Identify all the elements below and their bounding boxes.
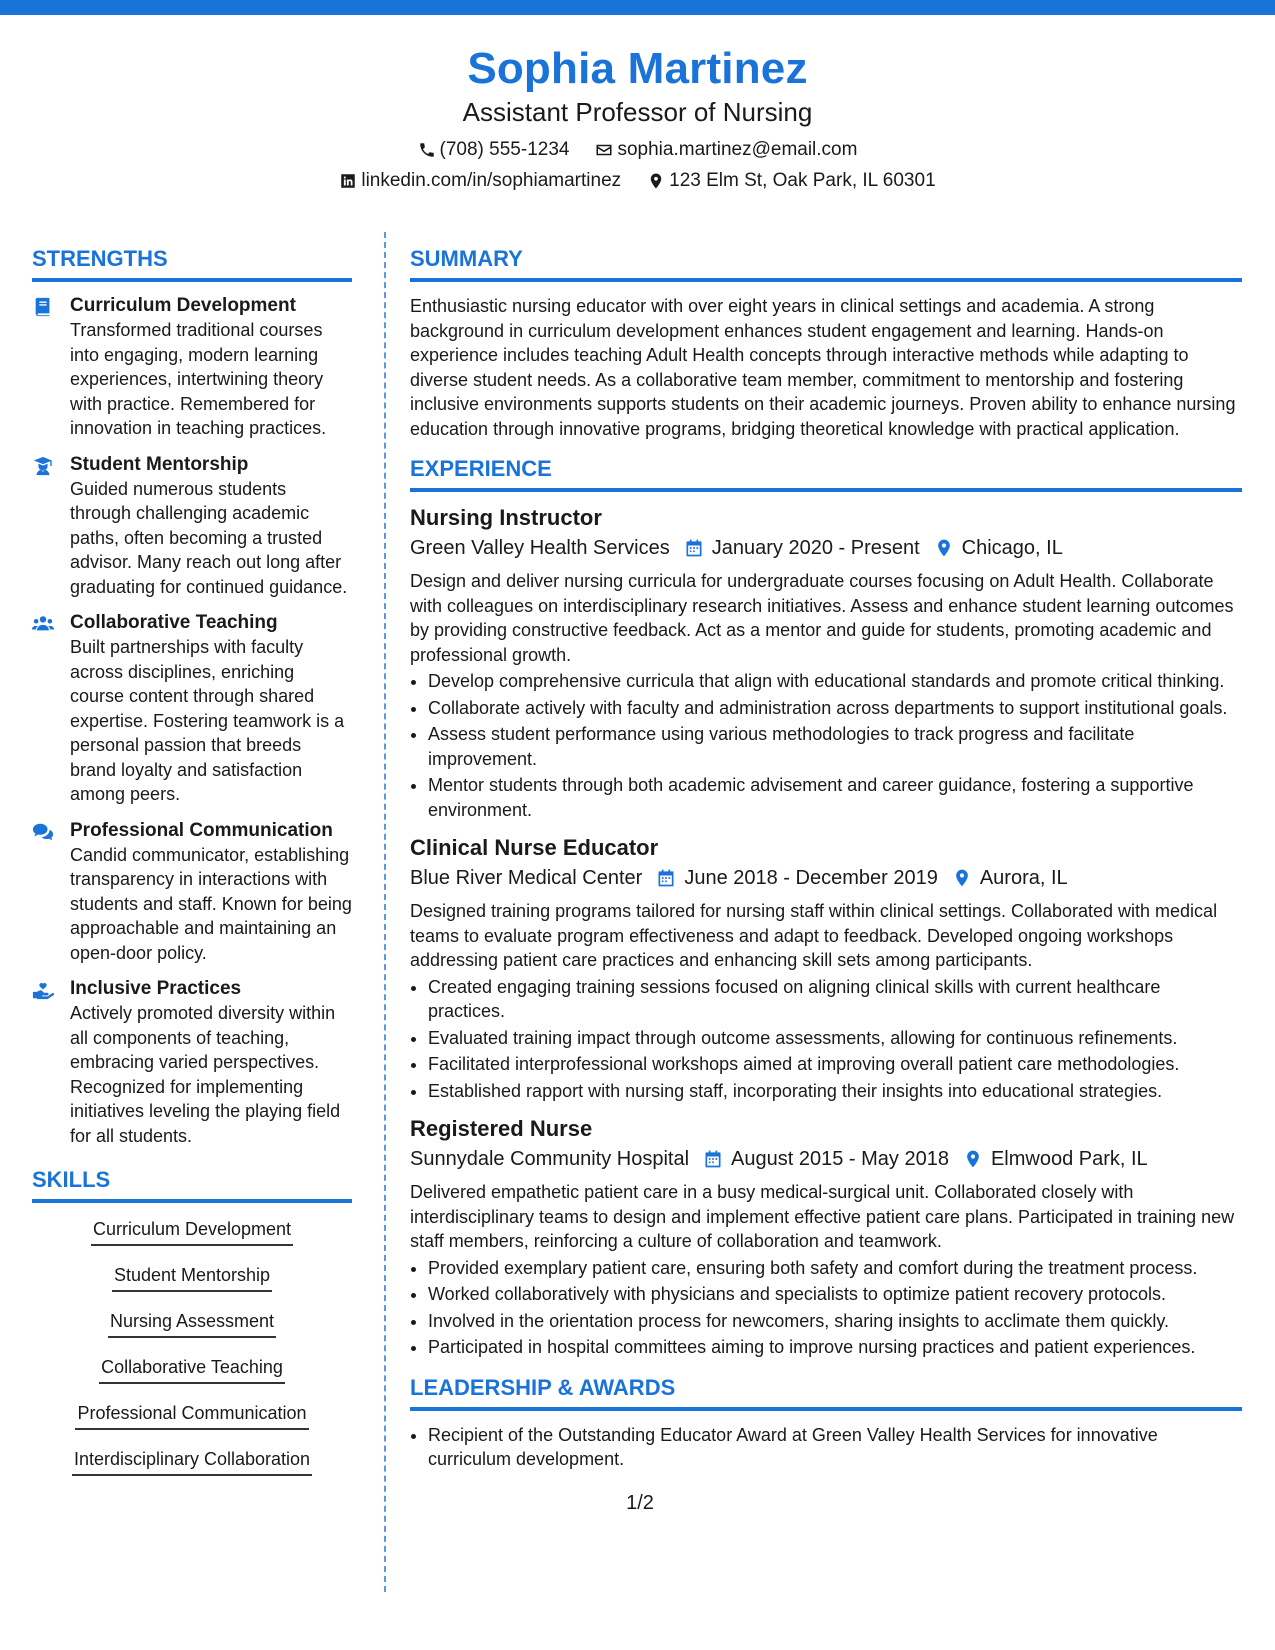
job-bullet: • Worked collaboratively with physicians and specialists to optimize patient recovery protocols.	[428, 1282, 1242, 1307]
strength-item	[32, 611, 352, 807]
resume-header	[0, 42, 1275, 193]
hand-heart-icon	[32, 979, 54, 1001]
top-accent-bar	[0, 0, 1275, 15]
job-meta	[410, 1146, 1242, 1172]
strength-title: Professional Communication	[70, 819, 333, 841]
candidate-title: Assistant Professor of Nursing	[462, 97, 813, 127]
skills-list	[32, 1215, 352, 1493]
strength-title: Curriculum Development	[70, 295, 296, 316]
job-bullet: • Collaborate actively with faculty and administration across departments to support institutional goals.	[428, 696, 1242, 721]
job-location: Elmwood Park, IL	[990, 1148, 1148, 1170]
phone-text: (708) 555-1234	[439, 139, 570, 160]
map-pin-icon	[934, 538, 954, 558]
contact-linkedin[interactable]	[339, 169, 621, 193]
strength-title: Student Mentorship	[70, 453, 249, 475]
job-company: Green Valley Health Services	[410, 537, 670, 559]
contact-email[interactable]	[595, 138, 857, 162]
job-bullet: • Participated in hospital committees aiming to improve nursing practices and patient experiences.	[428, 1335, 1242, 1360]
leadership-list	[410, 1423, 1242, 1472]
skill-tag: Nursing Assessment	[108, 1309, 276, 1338]
job-bullet: • Develop comprehensive curricula that align with educational standards and promote critical thinking.	[428, 669, 1242, 694]
job-dates: January 2020 - Present	[711, 537, 920, 559]
envelope-icon	[595, 141, 613, 159]
job-dates: June 2018 - December 2019	[684, 867, 938, 889]
strength-desc: Guided numerous students through challenging academic paths, often becoming a trusted advisor. Many reach out long after graduating for continued guidance.	[70, 478, 348, 597]
leadership-heading: LEADERSHIP & AWARDS	[410, 1374, 1242, 1411]
strength-item	[32, 819, 352, 966]
job-company: Blue River Medical Center	[410, 867, 643, 889]
book-icon	[32, 296, 54, 318]
job-bullet: • Assess student performance using various methodologies to track progress and facilitate improvement.	[428, 722, 1242, 771]
job-entry	[410, 504, 1242, 822]
job-bullets	[410, 669, 1242, 822]
strength-title: Inclusive Practices	[70, 978, 242, 999]
job-bullets	[410, 975, 1242, 1104]
job-bullet: • Created engaging training sessions focused on aligning clinical skills with current healthcare practices.	[428, 975, 1242, 1024]
map-pin-icon	[963, 1149, 983, 1169]
job-bullets	[410, 1256, 1242, 1360]
page-number: 1/2	[626, 1492, 654, 1514]
job-bullet: • Involved in the orientation process for newcomers, sharing insights to acclimate them quickly.	[428, 1309, 1242, 1334]
calendar-icon	[684, 538, 704, 558]
job-entry	[410, 1115, 1242, 1360]
job-meta	[410, 865, 1242, 891]
strength-item	[32, 977, 352, 1148]
comments-icon	[32, 821, 54, 843]
contact-row-1	[0, 138, 1275, 162]
job-company: Sunnydale Community Hospital	[410, 1148, 690, 1170]
skill-tag: Curriculum Development	[91, 1217, 293, 1246]
graduate-icon	[32, 455, 54, 477]
map-pin-icon	[952, 868, 972, 888]
job-description: Design and deliver nursing curricula for undergraduate courses focusing on Adult Health. Collaborate with colleagues on interdisciplinary research initiatives. Assess and enhance student learning outcomes by providing constructive feedback. Act as a mentor and guide for students, promoting academic and professional growth.	[410, 571, 1234, 665]
strength-desc: Actively promoted diversity within all components of teaching, embracing varied perspectives. Recognized for implementing initiatives leveling the playing field for all students.	[70, 1003, 341, 1146]
job-description: Delivered empathetic patient care in a busy medical-surgical unit. Collaborated closely with interdisciplinary teams to design and implement effective patient care plans. Participated in training new staff members, reinforcing a culture of collaboration and teamwork.	[410, 1182, 1235, 1251]
skills-heading: SKILLS	[32, 1166, 352, 1203]
contact-address	[647, 169, 936, 193]
skill-tag: Interdisciplinary Collaboration	[72, 1447, 312, 1476]
job-title: Registered Nurse	[410, 1116, 593, 1141]
job-bullet: • Provided exemplary patient care, ensuring both safety and comfort during the treatment process.	[428, 1256, 1242, 1281]
job-entry	[410, 834, 1242, 1103]
address-text: 123 Elm St, Oak Park, IL 60301	[669, 170, 936, 191]
summary-heading: SUMMARY	[410, 245, 1242, 282]
strength-desc: Transformed traditional courses into engaging, modern learning experiences, intertwining theory with practice. Remembered for innovation in teaching practices.	[70, 320, 327, 438]
strength-desc: Candid communicator, establishing transparency in interactions with students and staff. Known for being approachable and maintaining an open-door policy.	[70, 844, 352, 963]
column-divider	[384, 232, 386, 1592]
job-title: Clinical Nurse Educator	[410, 835, 659, 860]
candidate-name: Sophia Martinez	[467, 44, 808, 93]
left-column	[32, 245, 352, 1493]
contact-phone	[418, 138, 570, 162]
strengths-heading: STRENGTHS	[32, 245, 352, 282]
phone-icon	[418, 141, 436, 159]
right-column	[410, 245, 1242, 1474]
job-dates: August 2015 - May 2018	[731, 1148, 949, 1170]
job-title: Nursing Instructor	[410, 505, 602, 530]
experience-heading: EXPERIENCE	[410, 455, 1242, 492]
calendar-icon	[656, 868, 676, 888]
calendar-icon	[703, 1149, 723, 1169]
skill-tag: Professional Communication	[75, 1401, 308, 1430]
job-bullet: • Mentor students through both academic advisement and career guidance, fostering a supportive environment.	[428, 773, 1242, 822]
job-bullet: • Established rapport with nursing staff, incorporating their insights into educational strategies.	[428, 1079, 1242, 1104]
strength-title: Collaborative Teaching	[70, 612, 278, 633]
award-item: • Recipient of the Outstanding Educator Award at Green Valley Health Services for innovative curriculum development.	[428, 1423, 1242, 1472]
linkedin-text: linkedin.com/in/sophiamartinez	[361, 170, 622, 191]
linkedin-icon	[339, 172, 357, 190]
contact-row-2	[0, 169, 1275, 193]
job-meta	[410, 535, 1242, 561]
map-pin-icon	[647, 172, 665, 190]
job-bullet: • Evaluated training impact through outcome assessments, allowing for continuous refinements.	[428, 1026, 1242, 1051]
summary-text: Enthusiastic nursing educator with over eight years in clinical settings and academia. A strong background in curriculum development enhances student engagement and learning. Hands-on experience includes teaching Adult Health concepts through interactive methods while adapting to diverse student needs. As a collaborative team member, commitment to mentorship and fostering inclusive environments supports students on their academic journeys. Proven ability to enhance nursing education through innovative programs, bridging theoretical knowledge with practical application.	[410, 296, 1236, 439]
strength-item	[32, 294, 352, 441]
strength-desc: Built partnerships with faculty across disciplines, enriching course content through shared expertise. Fostering teamwork is a personal passion that breeds brand loyalty and satisfaction among peers.	[70, 637, 345, 804]
email-text: sophia.martinez@email.com	[617, 139, 858, 160]
skill-tag: Collaborative Teaching	[99, 1355, 285, 1384]
job-location: Aurora, IL	[979, 867, 1068, 889]
users-icon	[32, 613, 54, 635]
job-bullet: • Facilitated interprofessional workshops aimed at improving overall patient care methodologies.	[428, 1052, 1242, 1077]
job-description: Designed training programs tailored for nursing staff within clinical settings. Collaborated with medical teams to evaluate program effectiveness and adapt to feedback. Developed ongoing workshops addressing patient care practices and enhancing skill sets among participants.	[410, 901, 1218, 970]
strength-item	[32, 453, 352, 600]
skill-tag: Student Mentorship	[112, 1263, 272, 1292]
job-location: Chicago, IL	[961, 537, 1063, 559]
